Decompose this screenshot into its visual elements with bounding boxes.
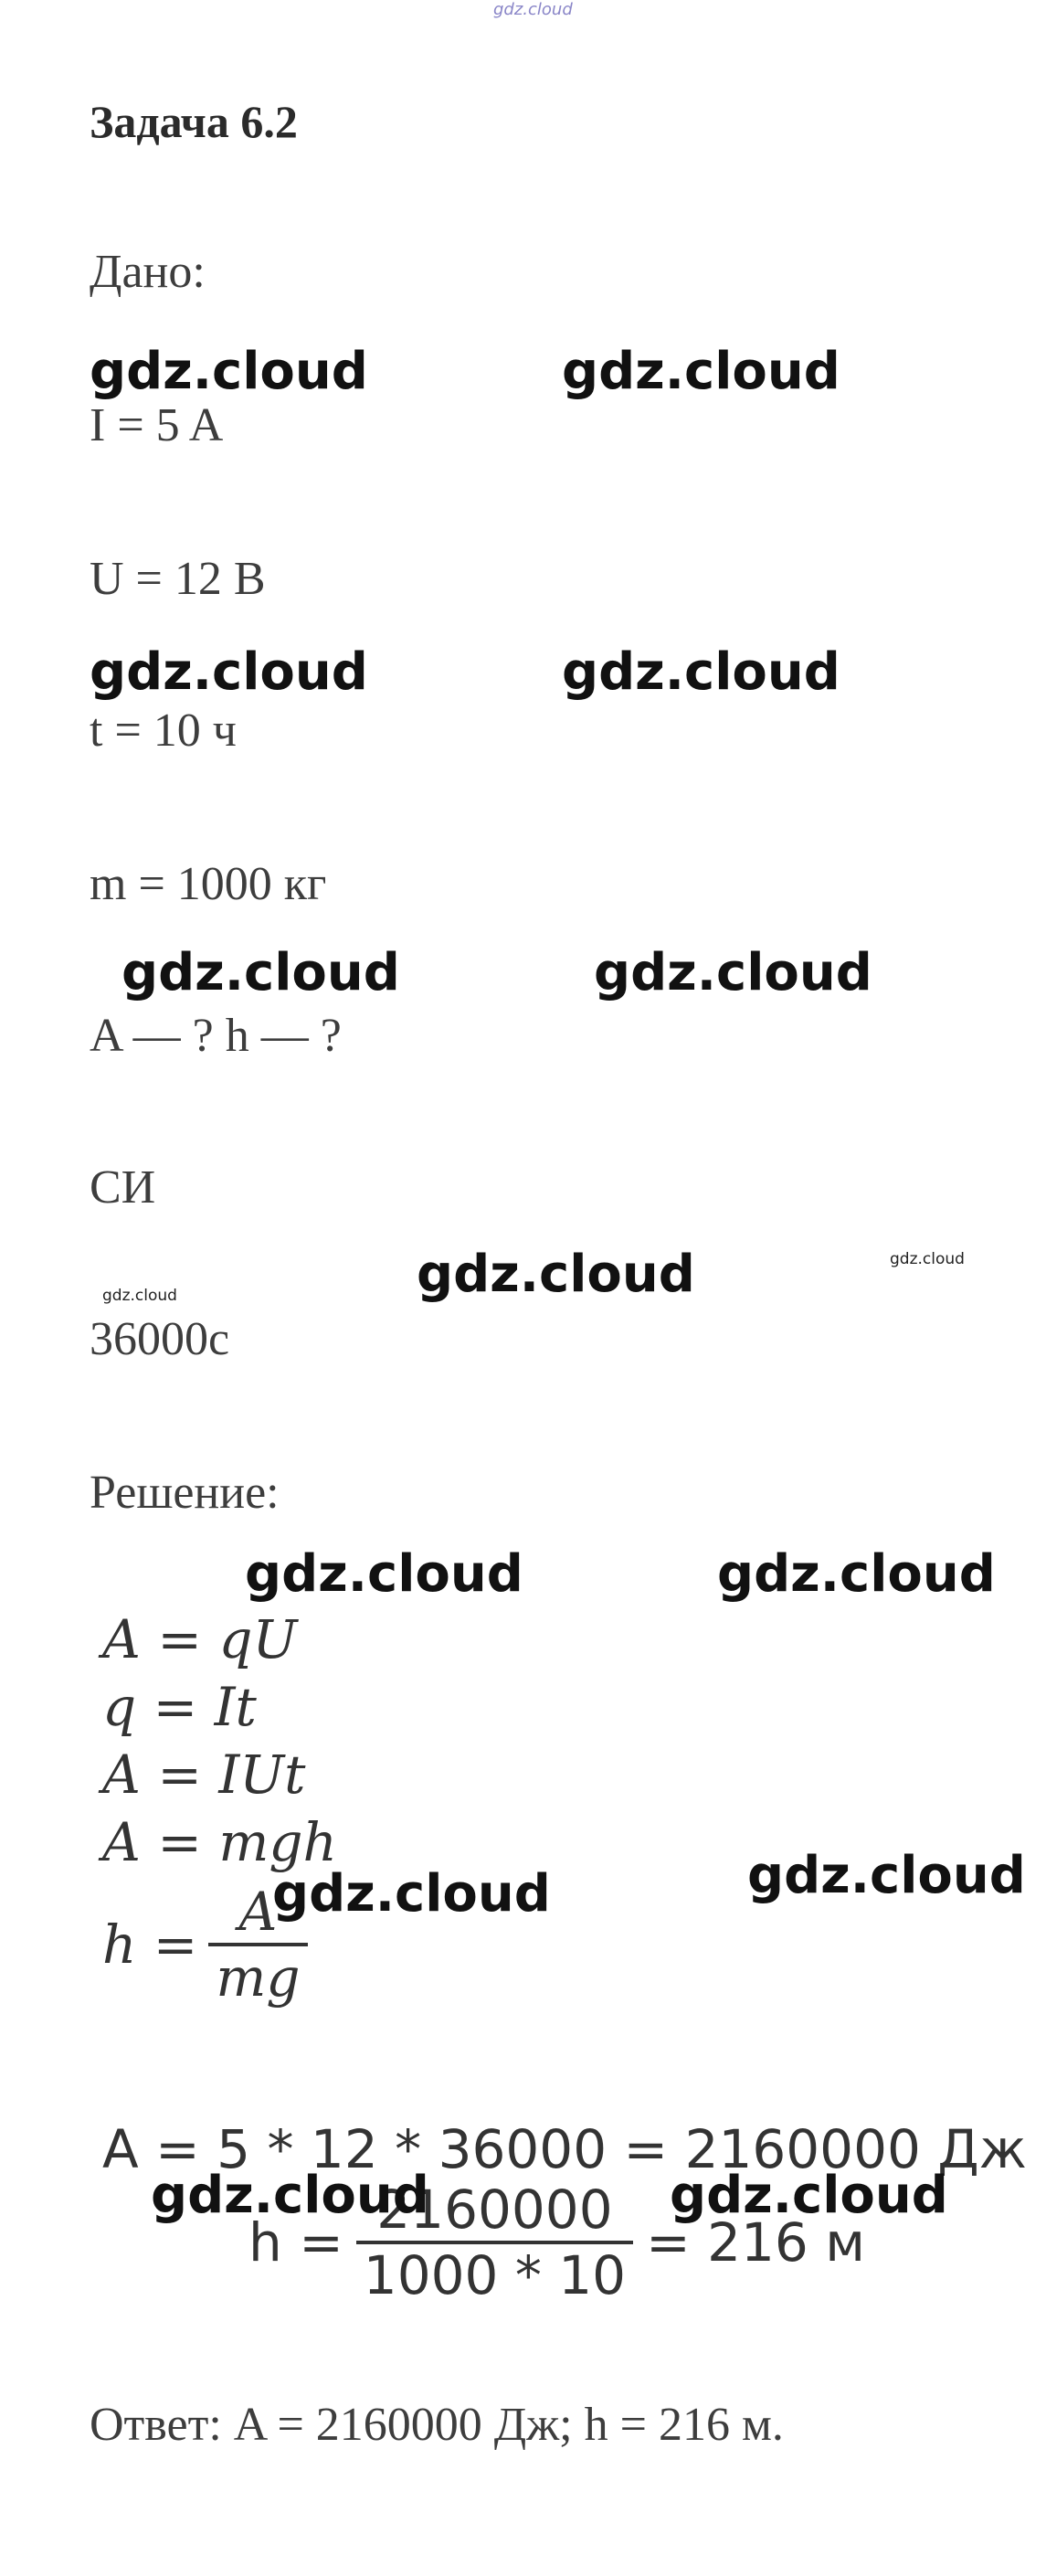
watermark: gdz.cloud <box>594 943 872 1002</box>
watermark: gdz.cloud <box>122 943 400 1002</box>
watermark: gdz.cloud <box>151 2166 429 2225</box>
watermark: gdz.cloud <box>90 642 368 702</box>
watermark: gdz.cloud <box>562 342 840 401</box>
watermark: gdz.cloud <box>90 342 368 401</box>
given-unknowns: A — ? h — ? <box>90 1010 342 1062</box>
watermark: gdz.cloud <box>245 1544 523 1604</box>
calc-height-rhs: = 216 м <box>646 2211 866 2274</box>
calc-height-numerator: 2160000 <box>376 2178 613 2241</box>
formula-height-lhs: h = <box>102 1913 198 1976</box>
formula-height-numerator: A <box>238 1881 278 1943</box>
given-label: Дано: <box>90 246 206 298</box>
solution-label: Решение: <box>90 1467 280 1519</box>
header-watermark: gdz.cloud <box>493 0 573 19</box>
watermark: gdz.cloud <box>747 1846 1026 1905</box>
formula-work-mgh: A = mgh <box>102 1811 337 1873</box>
given-voltage: U = 12 B <box>90 553 266 605</box>
watermark: gdz.cloud <box>562 642 840 702</box>
watermark: gdz.cloud <box>102 1287 177 1305</box>
calc-height-lhs: h = <box>248 2211 343 2274</box>
formula-charge: q = It <box>102 1676 257 1738</box>
watermark: gdz.cloud <box>272 1864 551 1924</box>
given-time: t = 10 ч <box>90 705 237 757</box>
calc-work: A = 5 * 12 * 36000 = 2160000 Дж <box>102 2118 1027 2180</box>
watermark: gdz.cloud <box>717 1544 996 1604</box>
answer: Ответ: A = 2160000 Дж; h = 216 м. <box>90 2399 784 2451</box>
watermark: gdz.cloud <box>670 2166 948 2225</box>
watermark: gdz.cloud <box>890 1250 965 1268</box>
formula-work-charge: A = qU <box>102 1608 298 1670</box>
si-label: СИ <box>90 1161 156 1214</box>
given-current: I = 5 A <box>90 399 224 451</box>
given-mass: m = 1000 кг <box>90 858 327 910</box>
calc-height-denominator: 1000 * 10 <box>363 2244 627 2306</box>
formula-height-denominator: mg <box>216 1946 301 2009</box>
page-title: Задача 6.2 <box>90 96 298 147</box>
watermark: gdz.cloud <box>417 1245 695 1304</box>
si-value: 36000с <box>90 1313 230 1365</box>
formula-work-iut: A = IUt <box>102 1744 306 1806</box>
